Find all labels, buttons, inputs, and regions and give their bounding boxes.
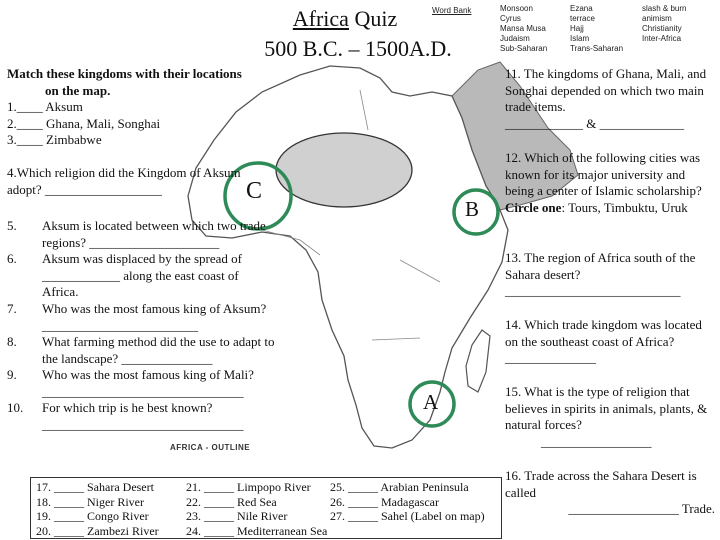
word-bank-item: Trans-Saharan: [570, 44, 624, 53]
word-bank-item: slash & burn: [642, 4, 687, 13]
question-8: What farming method did the use to adapt to the landscape? ______________: [42, 334, 275, 366]
question-9-number: 9.: [7, 367, 17, 382]
word-bank-item: Inter-Africa: [642, 34, 682, 43]
map-label-b: B: [465, 197, 480, 221]
question-11: [505, 66, 715, 132]
madagascar-shape: [466, 330, 490, 392]
geography-term: 22. _____ Red Sea: [186, 494, 277, 509]
question-6: Aksum was displaced by the spread of ____________ along the east coast of Africa.: [42, 251, 243, 299]
geography-term: 20. _____ Zambezi River: [36, 523, 159, 538]
question-7-number: 7.: [7, 301, 17, 316]
page-subtitle: 500 B.C. – 1500A.D.: [264, 36, 452, 61]
question-10-number: 10.: [7, 400, 24, 415]
word-bank-item: animism: [642, 14, 672, 23]
question-12-text: 12. Which of the following cities was known for its major university and being a center of Islamic scholarship?: [505, 150, 702, 198]
question-14: 14. Which trade kingdom was located on the southeast coast of Africa? ______________: [505, 317, 702, 365]
geography-terms-column-1: [36, 480, 159, 538]
geography-terms-column-2: [186, 480, 327, 538]
question-15-text: 15. What is the type of religion that believes in spirits in animals, plants, & natural forces?: [505, 384, 708, 432]
question-12-options: : Tours, Timbuktu, Uruk: [561, 199, 688, 215]
question-4: 4.Which religion did the Kingdom of Aksum adopt? __________________: [7, 165, 241, 197]
geography-term: 18. _____ Niger River: [36, 494, 144, 509]
question-12-options-line: [505, 200, 715, 217]
page-title: [250, 6, 440, 32]
geography-terms-column-3: [330, 480, 485, 524]
word-bank-item: Sub-Saharan: [500, 44, 548, 53]
word-bank-column-2: [570, 4, 623, 54]
matching-heading-line2: on the map.: [45, 82, 111, 98]
word-bank-item: Judaism: [500, 34, 530, 43]
question-5-number: 5.: [7, 218, 17, 233]
geography-term: 24. _____ Mediterranean Sea: [186, 523, 328, 538]
word-bank-item: terrace: [570, 14, 595, 23]
geography-term: 19. _____ Congo River: [36, 509, 149, 523]
matching-item-aksum: 1.____ Aksum: [7, 99, 83, 114]
map-label-a: A: [423, 390, 439, 414]
matching-item-ghana-mali-songhai: 2.____ Ghana, Mali, Songhai: [7, 115, 161, 131]
word-bank-column-1: [500, 4, 547, 54]
question-8-number: 8.: [7, 334, 17, 349]
question-11-text: 11. The kingdoms of Ghana, Mali, and Songhai depended on which two main trade items.: [505, 66, 707, 114]
question-5: Aksum is located between which two trade regions? ____________________: [42, 218, 266, 250]
question-16: [505, 468, 715, 518]
question-9: Who was the most famous king of Mali? _______________________________: [42, 367, 254, 399]
map-label-c: C: [246, 178, 263, 204]
word-bank-item: Cyrus: [500, 14, 521, 23]
word-bank-item: Monsoon: [500, 4, 533, 13]
matching-list: [7, 99, 160, 149]
question-16-end: _________________ Trade.: [568, 501, 715, 516]
word-bank-item: Hajj: [570, 24, 584, 33]
question-10: For which trip is he best known? _______________________________: [42, 400, 244, 432]
matching-item-zimbabwe: 3.____ Zimbabwe: [7, 132, 102, 147]
question-7: Who was the most famous king of Aksum? ________________________: [42, 301, 267, 333]
question-13-blank: ___________________________: [505, 283, 681, 298]
word-bank-column-3: [642, 4, 686, 44]
geography-term: 26. _____ Madagascar: [330, 494, 439, 509]
word-bank-item: Islam: [570, 34, 590, 43]
geography-term: 23. _____ Nile River: [186, 509, 288, 523]
matching-heading: [7, 66, 277, 99]
question-16-text: 16. Trade across the Sahara Desert is called: [505, 468, 697, 500]
word-bank-label: Word Bank: [432, 6, 472, 15]
title-word-africa: Africa: [292, 6, 349, 31]
question-12: [505, 150, 715, 216]
question-11-blanks: ____________ & _____________: [505, 115, 685, 131]
map-outline-caption: AFRICA - OUTLINE: [170, 443, 251, 452]
word-bank-item: Mansa Musa: [500, 24, 546, 33]
question-6-number: 6.: [7, 251, 17, 266]
geography-term: 25. _____ Arabian Peninsula: [330, 480, 469, 494]
question-15-blank: _________________: [541, 433, 652, 449]
geography-term: 21. _____ Limpopo River: [186, 480, 311, 494]
geography-term: 17. _____ Sahara Desert: [36, 480, 154, 494]
title-word-quiz: Quiz: [348, 6, 398, 31]
word-bank-item: Ezana: [570, 4, 593, 13]
geography-term: 27. _____ Sahel (Label on map): [330, 509, 485, 523]
question-13-text: 13. The region of Africa south of the Sahara desert?: [505, 250, 696, 282]
matching-heading-line1: Match these kingdoms with their locations: [7, 66, 242, 81]
sahara-highlight-ellipse: [276, 133, 412, 207]
word-bank-item: Christianity: [642, 24, 682, 33]
question-15: [505, 384, 715, 450]
question-13: [505, 250, 715, 300]
question-12-circle-label: Circle one: [505, 199, 562, 215]
